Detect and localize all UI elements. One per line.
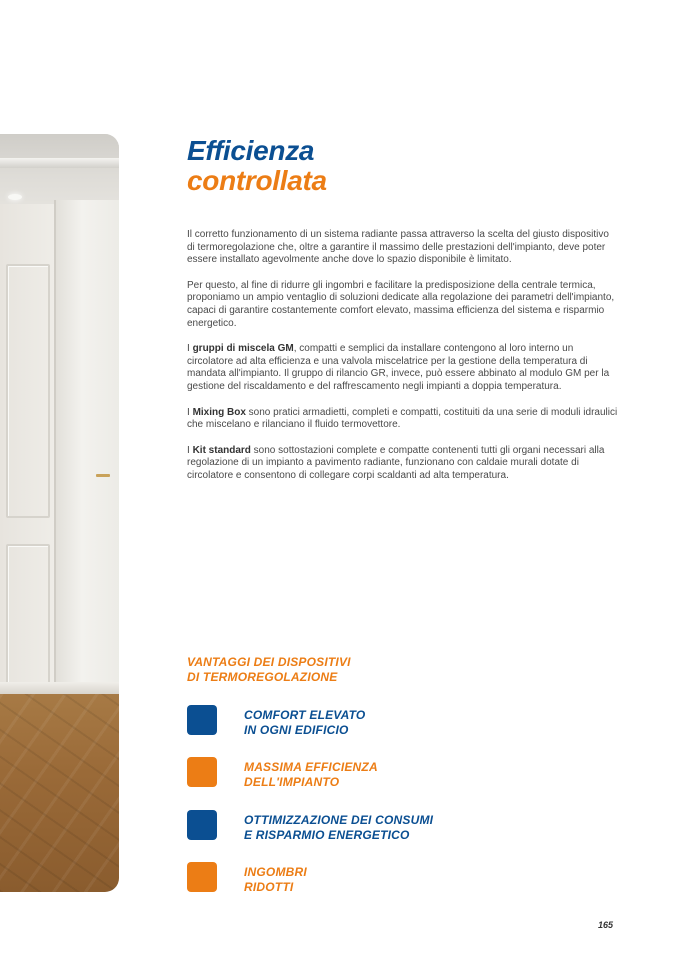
parquet-floor [0, 694, 119, 892]
advantage-label [244, 865, 307, 894]
advantage-label-line-2: RIDOTTI [244, 879, 294, 894]
paragraph-gm [187, 343, 619, 393]
interior-photo [0, 134, 119, 892]
advantage-item [187, 810, 617, 842]
page-title [187, 136, 327, 196]
paragraph-kit-bold: Kit standard [192, 444, 251, 456]
paragraph-kit [187, 445, 619, 483]
advantage-label-line-1: INGOMBRI [244, 865, 307, 879]
advantage-label [244, 708, 365, 737]
paragraph-mixing-bold: Mixing Box [192, 406, 246, 418]
advantages-heading-line-1: VANTAGGI DEI DISPOSITIVI [187, 655, 351, 669]
advantage-label-line-2: IN OGNI EDIFICIO [244, 722, 349, 737]
advantage-item [187, 757, 617, 789]
advantage-label-line-1: COMFORT ELEVATO [244, 708, 366, 722]
advantage-item [187, 862, 617, 894]
advantage-item [187, 705, 617, 737]
orange-square-icon [187, 757, 217, 787]
advantage-label-line-2: E RISPARMIO ENERGETICO [244, 827, 410, 842]
advantage-label-line-1: OTTIMIZZAZIONE DEI CONSUMI [244, 813, 434, 827]
advantages-heading-line-2: DI TERMOREGOLAZIONE [187, 670, 338, 684]
title-line-1: Efficienza [187, 135, 315, 166]
orange-square-icon [187, 862, 217, 892]
photo-cornice [0, 158, 119, 168]
paragraph-solutions: Per questo, al fine di ridurre gli ingombri e facilitare la predisposizione della centrale termica, proponiamo un ampio ventaglio di soluzioni dedicate alla regolazione dei parametri dell'impianto, capaci di garantire costantemente comfort elevato, massima efficienza del sistema e risparmio energetico. [187, 279, 615, 329]
paragraph-intro: Il corretto funzionamento di un sistema radiante passa attraverso la scelta del giusto dispositivo di termoregolazione che, oltre a garantire il massimo delle prestazioni dell'impianto, deve poter essere installato agevolmente anche dove lo spazio disponibile è limitato. [187, 229, 609, 266]
paragraph-mixing-box [187, 407, 619, 432]
paragraph-gm-bold: gruppi di miscela GM [192, 343, 294, 355]
advantage-label-line-1: MASSIMA EFFICIENZA [244, 760, 378, 774]
photo-cabinet [54, 200, 119, 730]
paragraph-gm-post: , compatti e semplici da installare contengono al loro interno un circolatore ad alta efficienza e una valvola miscelatrice per la gestione della temperatura di mandata all'impianto. Il gruppo di rilancio GR, invece, può essere abbinato al modulo GM per la gestione del riscaldamento e del raffrescamento negli impianti a doppia temperatura. [187, 343, 610, 392]
blue-square-icon [187, 705, 217, 735]
page-number: 165 [598, 920, 614, 930]
advantage-label [244, 813, 433, 842]
cabinet-handle [96, 474, 110, 477]
advantage-label-line-2: DELL'IMPIANTO [244, 774, 340, 789]
wall-panel [6, 264, 50, 518]
title-line-2: controllata [187, 165, 327, 196]
advantages-heading [187, 655, 351, 685]
photo-wall [0, 204, 56, 724]
blue-square-icon [187, 810, 217, 840]
paragraph-kit-pre: I [187, 444, 193, 456]
paragraph-kit-post: sono sottostazioni complete e compatte contenenti tutti gli organi necessari alla regolazione di un impianto a pavimento radiante, funzionano con caldaie murali dotate di circolatore e consentono di collegare corpi scaldanti ad alta temperatura. [187, 444, 605, 481]
paragraph-gm-pre: I [187, 343, 193, 355]
paragraph-mixing-post: sono pratici armadietti, completi e compatti, costituiti da una serie di moduli idraulici che miscelano e rilanciano il fluido termovettore. [187, 406, 618, 431]
ceiling-spotlight [8, 194, 22, 200]
advantage-label [244, 760, 378, 789]
paragraph-mixing-pre: I [187, 406, 193, 418]
body-text [187, 229, 619, 496]
